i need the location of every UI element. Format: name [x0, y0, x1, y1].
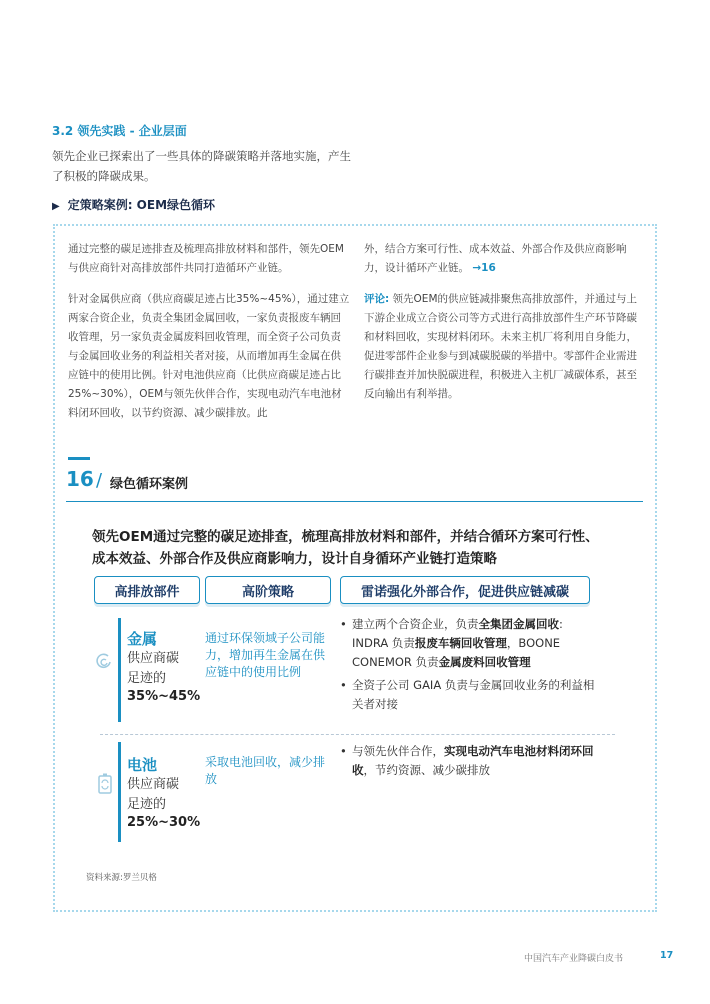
- figure-number: 16: [66, 467, 94, 491]
- metal-desc-line: 供应商碳: [127, 651, 180, 666]
- battery-bullets: [340, 742, 602, 780]
- bullet-part: 建立两个合资企业，负责: [352, 617, 479, 631]
- header-high-emission-parts: 高排放部件: [94, 576, 200, 604]
- bullet-dot: •: [340, 617, 347, 631]
- bullet-text: 全资子公司 GAIA 负责与金属回收业务的利益相关者对接: [352, 678, 595, 711]
- metal-strategy: 通过环保领域子公司能力，增加再生金属在供应链中的使用比例: [205, 631, 326, 679]
- footer-title: 中国汽车产业降碳白皮书: [524, 954, 624, 964]
- figure-title: 绿色循环案例: [110, 477, 189, 492]
- metal-percentage: 35%~45%: [127, 689, 201, 704]
- bullet-text: [352, 615, 602, 672]
- bullet-part-bold: 全集团金属回收: [478, 617, 559, 631]
- metal-name: 金属: [127, 630, 158, 648]
- section-intro: 领先企业已探索出了一些具体的降碳策略并落地实施，产生了积极的降碳成果。: [52, 149, 351, 183]
- metal-ring-icon: [95, 652, 115, 674]
- bullet-item: [340, 676, 602, 714]
- comment-text: 领先OEM的供应链减排聚焦高排放部件，并通过与上下游企业成立合资公司等方式进行高排放部件生产环节降碳和材料回收，实现材料闭环。未来主机厂将利用自身能力，促进零部件企业参与到减碳脱碳的举措中。零部件企业需进行碳排查并加快脱碳进程，积极进入主机厂减碳体系，甚至反向输出有利举措。: [364, 293, 637, 400]
- section-title: 3.2 领先实践 - 企业层面: [52, 124, 187, 138]
- figure-divider: [66, 501, 643, 502]
- battery-percentage: 25%~30%: [127, 815, 201, 830]
- figure-slash: /: [96, 470, 103, 491]
- page-number: 17: [660, 950, 674, 961]
- figure-source: 资料来源:罗兰贝格: [86, 873, 157, 883]
- triangle-marker-icon: ▶: [52, 201, 60, 212]
- figure-accent-bar: [68, 457, 90, 460]
- comment-label: 评论:: [364, 293, 390, 305]
- body-paragraph: 针对金属供应商（供应商碳足迹占比35%~45%），通过建立两家合资企业，负责全集团金属回收，一家负责报废车辆回收管理，另一家负责金属废料回收管理，而全资子公司负责与金属回收业务的利益相关者对接，从而增加再生金属在供应链中的使用比例。针对电池供应商（比供应商碳足迹占比25%~30%），OEM与领先伙伴合作，实现电动汽车电池材料闭环回收，以节约资源、减少碳排放。此: [68, 293, 350, 419]
- row-divider: [100, 734, 615, 735]
- battery-recycle-icon: [95, 772, 115, 796]
- bullet-part: : INDRA 负责: [352, 617, 563, 650]
- body-left-column: [68, 240, 350, 435]
- bullet-part-bold: 报废车辆回收管理: [414, 636, 507, 650]
- row-accent-line: [118, 618, 121, 722]
- metal-desc-line: 足迹的: [127, 671, 167, 686]
- battery-info: [127, 754, 207, 830]
- row-accent-line: [118, 742, 121, 842]
- bullet-item: [340, 615, 602, 672]
- bullet-part: 与领先伙伴合作，: [352, 744, 444, 758]
- figure-reference-link[interactable]: →16: [472, 262, 496, 274]
- bullet-dot: •: [340, 678, 347, 692]
- body-text: 外，结合方案可行性、成本效益、外部合作及供应商影响力，设计循环产业链。: [364, 243, 627, 274]
- body-paragraph: 通过完整的碳足迹排查及梳理高排放材料和部件，领先OEM与供应商针对高排放部件共同打造循环产业链。: [68, 243, 344, 274]
- body-right-column: [364, 240, 646, 416]
- battery-name: 电池: [127, 756, 158, 774]
- metal-bullets: [340, 615, 602, 714]
- case-title: 定策略案例: OEM绿色循环: [67, 198, 216, 212]
- case-heading: [52, 196, 215, 213]
- body-paragraph: [364, 240, 646, 278]
- battery-desc-line: 足迹的: [127, 797, 167, 812]
- comment-paragraph: [364, 290, 646, 404]
- bullet-part-bold: 实现电动汽车电池材料闭环回收: [352, 744, 594, 777]
- metal-info: [127, 628, 207, 704]
- figure-lead: 领先OEM通过完整的碳足迹排查，梳理高排放材料和部件，并结合循环方案可行性、成本效益、外部合作及供应商影响力，设计自身循环产业链打造策略: [92, 529, 599, 567]
- bullet-part: ，节约资源、减少碳排放: [363, 763, 490, 777]
- header-renault-cooperation: 雷诺强化外部合作，促进供应链减碳: [340, 576, 590, 604]
- bullet-item: [340, 742, 602, 780]
- bullet-text: [352, 742, 602, 780]
- bullet-part: ，BOONE CONEMOR 负责: [352, 636, 561, 669]
- bullet-part-bold: 金属废料回收管理: [438, 655, 531, 669]
- battery-strategy: 采取电池回收，减少排放: [205, 755, 326, 786]
- battery-desc-line: 供应商碳: [127, 777, 180, 792]
- header-strategy: 高阶策略: [205, 576, 331, 604]
- bullet-dot: •: [340, 744, 347, 758]
